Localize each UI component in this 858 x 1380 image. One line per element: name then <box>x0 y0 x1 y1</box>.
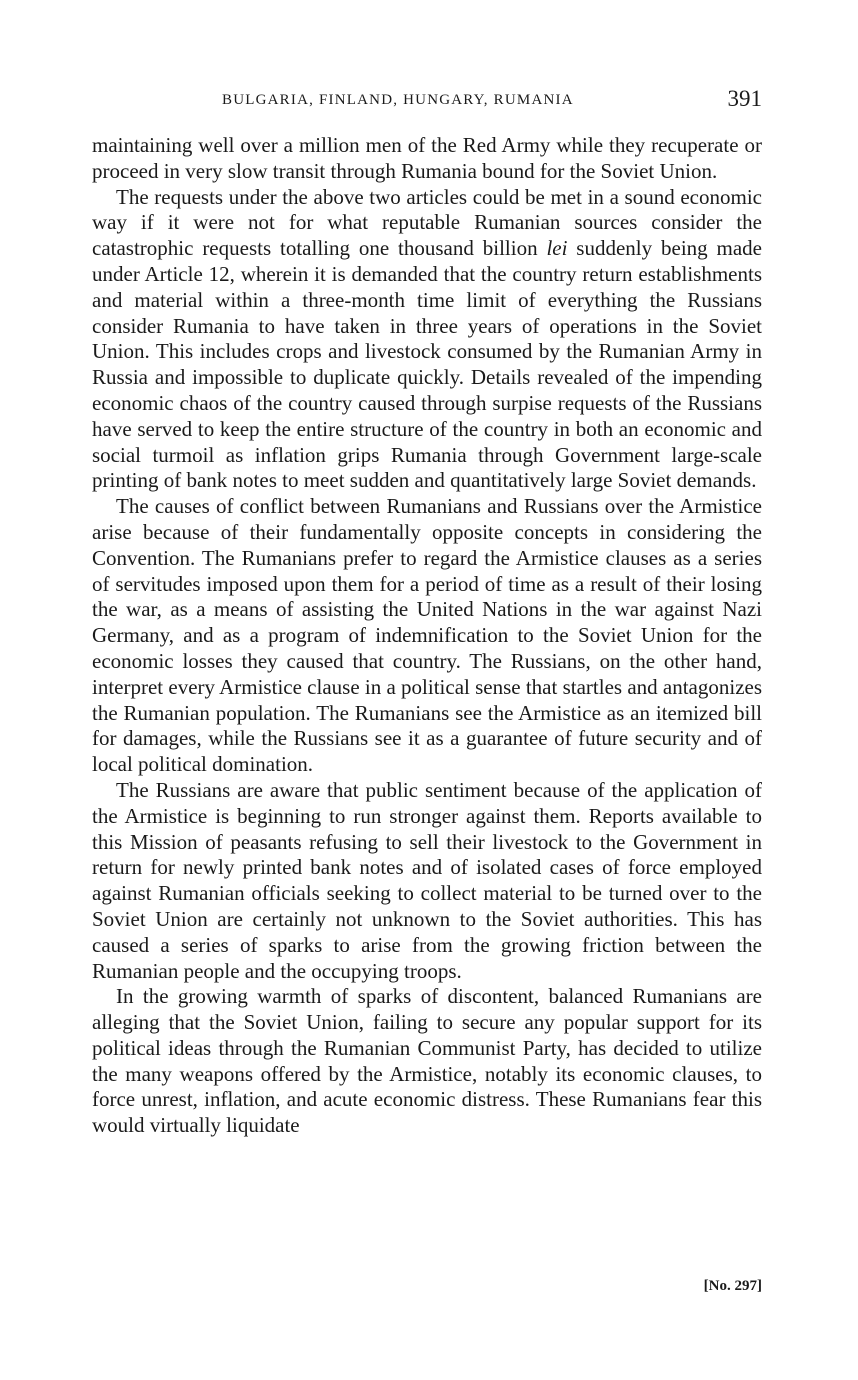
paragraph: The causes of conflict between Rumanians and Russians over the Armistice arise because of their fundamentally opposite concepts in considering the Convention. The Rumanians prefer to regard the Armistice clauses as a series of servitudes imposed upon them for a period of time as a result of their losing the war, as a means of assisting the United Nations in the war against Nazi Germany, and as a program of indemnification to the Soviet Union for the economic losses they caused that country. The Russians, on the other hand, interpret every Armistice clause in a political sense that startles and antagonizes the Rumanian population. The Rumanians see the Armistice as an itemized bill for damages, while the Russians see it as a guarantee of future security and of local political domination. <box>92 494 763 777</box>
page-number: 391 <box>727 86 762 111</box>
page-header <box>92 86 762 116</box>
paragraph-continued: maintaining well over a million men of the Red Army while they recuperate or proceed in very slow transit through Rumania bound for the Soviet Union. <box>92 133 762 183</box>
body-text <box>92 133 762 1139</box>
paragraph: The Russians are aware that public sentiment because of the application of the Armistice is beginning to run stronger against them. Reports available to this Mission of peasants refusing to sell their livestock to the Government in return for newly printed bank notes and of isolated cases of force employed against Rumanian officials seeking to collect material to be turned over to the Soviet Union are certainly not unknown to the Soviet authorities. This has caused a series of sparks to arise from the growing friction between the Rumanian people and the occupying troops. <box>92 777 762 983</box>
paragraph: The requests under the above two articles could be met in a sound economic way if it were not for what reputable Rumanian sources consider the catastrophic requests totalling one thousand billion lei suddenly being made under Article 12, wherein it is demanded that the country return establishments and material within a three-month time limit of everything the Russians consider Rumania to have taken in three years of operations in the Soviet Union. This includes crops and livestock consumed by the Rumanian Army in Russia and impossible to duplicate quickly. Details revealed of the impending economic chaos of the country caused through surpise requests of the Russians have served to keep the entire structure of the country in both an economic and social turmoil as inflation grips Rumania through Government large-scale printing of bank notes to meet sudden and quantitatively large Soviet demands. <box>92 184 762 493</box>
paragraph: In the growing warmth of sparks of discontent, balanced Rumanians are alleging that the Soviet Union, failing to secure any popular support for its political ideas through the Rumanian Communist Party, has decided to utilize the many weapons offered by the Armistice, notably its economic clauses, to force unrest, inflation, and acute economic distress. These Rumanians fear this would virtually liquidate <box>92 984 762 1138</box>
document-number: [No. 297] <box>703 1278 762 1294</box>
running-head: BULGARIA, FINLAND, HUNGARY, RUMANIA <box>222 92 574 108</box>
